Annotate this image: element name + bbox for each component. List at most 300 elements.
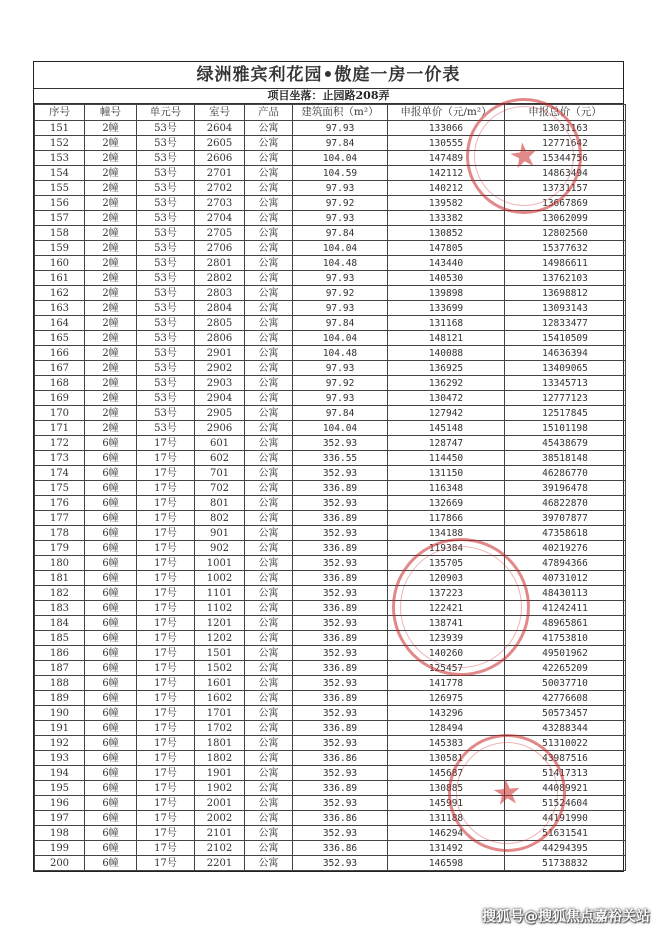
- cell-room: 2903: [195, 376, 245, 391]
- cell-area: 97.93: [293, 271, 388, 286]
- cell-area: 352.93: [293, 436, 388, 451]
- cell-room: 2706: [195, 241, 245, 256]
- cell-building: 6幢: [85, 751, 137, 766]
- cell-unit-price: 143296: [388, 706, 505, 721]
- cell-total-price: 38518148: [505, 451, 626, 466]
- cell-unit: 53号: [137, 286, 195, 301]
- table-row: [35, 391, 626, 406]
- cell-unit: 53号: [137, 196, 195, 211]
- cell-area: 97.93: [293, 121, 388, 136]
- cell-room: 2802: [195, 271, 245, 286]
- cell-product: 公寓: [245, 571, 293, 586]
- cell-serial: 196: [35, 796, 85, 811]
- cell-serial: 158: [35, 226, 85, 241]
- cell-product: 公寓: [245, 316, 293, 331]
- cell-serial: 181: [35, 571, 85, 586]
- cell-building: 2幢: [85, 391, 137, 406]
- table-row: [35, 631, 626, 646]
- cell-total-price: 46822870: [505, 496, 626, 511]
- cell-area: 97.84: [293, 226, 388, 241]
- cell-building: 6幢: [85, 796, 137, 811]
- cell-product: 公寓: [245, 811, 293, 826]
- table-row: [35, 856, 626, 871]
- cell-area: 336.89: [293, 601, 388, 616]
- cell-unit: 17号: [137, 796, 195, 811]
- cell-area: 336.55: [293, 451, 388, 466]
- cell-total-price: 48965861: [505, 616, 626, 631]
- cell-serial: 171: [35, 421, 85, 436]
- cell-product: 公寓: [245, 781, 293, 796]
- cell-room: 1101: [195, 586, 245, 601]
- cell-unit: 17号: [137, 511, 195, 526]
- header-building: 幢号: [85, 105, 137, 121]
- cell-room: 2702: [195, 181, 245, 196]
- cell-area: 352.93: [293, 616, 388, 631]
- cell-product: 公寓: [245, 451, 293, 466]
- cell-total-price: 39707877: [505, 511, 626, 526]
- cell-serial: 154: [35, 166, 85, 181]
- cell-unit-price: 140530: [388, 271, 505, 286]
- cell-serial: 193: [35, 751, 85, 766]
- cell-building: 6幢: [85, 856, 137, 871]
- cell-building: 6幢: [85, 721, 137, 736]
- cell-total-price: 12802560: [505, 226, 626, 241]
- cell-total-price: 41242411: [505, 601, 626, 616]
- cell-total-price: 12517845: [505, 406, 626, 421]
- price-list-sheet: [33, 61, 624, 872]
- cell-area: 97.93: [293, 301, 388, 316]
- cell-product: 公寓: [245, 121, 293, 136]
- table-row: [35, 601, 626, 616]
- table-row: [35, 271, 626, 286]
- cell-total-price: 48430113: [505, 586, 626, 601]
- cell-building: 6幢: [85, 841, 137, 856]
- cell-building: 2幢: [85, 316, 137, 331]
- cell-unit: 17号: [137, 466, 195, 481]
- header-serial: 序号: [35, 105, 85, 121]
- cell-total-price: 47358618: [505, 526, 626, 541]
- cell-building: 6幢: [85, 811, 137, 826]
- table-row: [35, 781, 626, 796]
- table-row: [35, 136, 626, 151]
- cell-unit-price: 134188: [388, 526, 505, 541]
- table-row: [35, 811, 626, 826]
- table-row: [35, 751, 626, 766]
- cell-building: 6幢: [85, 646, 137, 661]
- cell-unit: 17号: [137, 526, 195, 541]
- cell-unit: 17号: [137, 496, 195, 511]
- cell-unit: 17号: [137, 691, 195, 706]
- cell-unit-price: 126975: [388, 691, 505, 706]
- cell-total-price: 43288344: [505, 721, 626, 736]
- cell-building: 2幢: [85, 226, 137, 241]
- cell-unit-price: 130581: [388, 751, 505, 766]
- cell-building: 2幢: [85, 196, 137, 211]
- cell-serial: 168: [35, 376, 85, 391]
- cell-product: 公寓: [245, 196, 293, 211]
- table-row: [35, 676, 626, 691]
- header-unit: 单元号: [137, 105, 195, 121]
- cell-building: 2幢: [85, 181, 137, 196]
- cell-total-price: 12777123: [505, 391, 626, 406]
- cell-total-price: 50037710: [505, 676, 626, 691]
- cell-unit-price: 116348: [388, 481, 505, 496]
- cell-total-price: 13409065: [505, 361, 626, 376]
- table-row: [35, 661, 626, 676]
- cell-serial: 178: [35, 526, 85, 541]
- cell-room: 2704: [195, 211, 245, 226]
- cell-unit-price: 130852: [388, 226, 505, 241]
- cell-total-price: 13762103: [505, 271, 626, 286]
- cell-total-price: 51738832: [505, 856, 626, 871]
- cell-area: 104.48: [293, 346, 388, 361]
- cell-area: 336.89: [293, 631, 388, 646]
- table-row: [35, 346, 626, 361]
- header-total-price: 申报总价（元）: [505, 105, 626, 121]
- cell-product: 公寓: [245, 226, 293, 241]
- cell-unit-price: 133699: [388, 301, 505, 316]
- table-row: [35, 796, 626, 811]
- cell-unit: 53号: [137, 391, 195, 406]
- cell-area: 352.93: [293, 646, 388, 661]
- cell-unit: 17号: [137, 436, 195, 451]
- cell-room: 601: [195, 436, 245, 451]
- cell-unit: 53号: [137, 421, 195, 436]
- cell-unit-price: 142112: [388, 166, 505, 181]
- cell-unit-price: 114450: [388, 451, 505, 466]
- cell-total-price: 13345713: [505, 376, 626, 391]
- cell-area: 352.93: [293, 556, 388, 571]
- table-row: [35, 241, 626, 256]
- source-watermark: 搜狐号@搜狐焦点嘉裕关站: [482, 909, 650, 925]
- cell-total-price: 15377632: [505, 241, 626, 256]
- cell-room: 2001: [195, 796, 245, 811]
- table-row: [35, 316, 626, 331]
- cell-building: 2幢: [85, 361, 137, 376]
- cell-product: 公寓: [245, 211, 293, 226]
- cell-building: 2幢: [85, 286, 137, 301]
- table-row: [35, 721, 626, 736]
- cell-building: 2幢: [85, 376, 137, 391]
- cell-unit: 17号: [137, 766, 195, 781]
- cell-unit-price: 138741: [388, 616, 505, 631]
- company-seal-stamp: ★: [458, 90, 589, 221]
- cell-room: 701: [195, 466, 245, 481]
- price-table: [34, 104, 626, 871]
- cell-room: 2801: [195, 256, 245, 271]
- cell-total-price: 40731012: [505, 571, 626, 586]
- cell-building: 6幢: [85, 736, 137, 751]
- cell-area: 336.89: [293, 721, 388, 736]
- cell-total-price: 51310022: [505, 736, 626, 751]
- cell-room: 1501: [195, 646, 245, 661]
- cell-building: 6幢: [85, 586, 137, 601]
- table-row: [35, 226, 626, 241]
- cell-total-price: 44191990: [505, 811, 626, 826]
- cell-serial: 182: [35, 586, 85, 601]
- cell-product: 公寓: [245, 136, 293, 151]
- company-seal-stamp: ★: [443, 729, 571, 857]
- cell-serial: 155: [35, 181, 85, 196]
- cell-unit: 53号: [137, 241, 195, 256]
- document-title: 绿洲雅宾利花园•傲庭一房一价表: [34, 62, 623, 89]
- table-row: [35, 361, 626, 376]
- cell-unit: 53号: [137, 301, 195, 316]
- cell-unit: 17号: [137, 586, 195, 601]
- cell-product: 公寓: [245, 421, 293, 436]
- table-row: [35, 286, 626, 301]
- cell-building: 2幢: [85, 241, 137, 256]
- cell-total-price: 51631541: [505, 826, 626, 841]
- cell-total-price: 13062099: [505, 211, 626, 226]
- cell-serial: 175: [35, 481, 85, 496]
- cell-product: 公寓: [245, 511, 293, 526]
- cell-unit-price: 135705: [388, 556, 505, 571]
- cell-unit: 17号: [137, 781, 195, 796]
- cell-product: 公寓: [245, 856, 293, 871]
- cell-unit: 17号: [137, 826, 195, 841]
- cell-area: 352.93: [293, 586, 388, 601]
- cell-total-price: 14636394: [505, 346, 626, 361]
- cell-building: 2幢: [85, 406, 137, 421]
- cell-product: 公寓: [245, 481, 293, 496]
- cell-unit: 53号: [137, 181, 195, 196]
- cell-area: 352.93: [293, 706, 388, 721]
- cell-area: 352.93: [293, 526, 388, 541]
- cell-room: 2803: [195, 286, 245, 301]
- cell-product: 公寓: [245, 661, 293, 676]
- cell-building: 6幢: [85, 691, 137, 706]
- cell-serial: 162: [35, 286, 85, 301]
- cell-building: 6幢: [85, 616, 137, 631]
- cell-total-price: 14863494: [505, 166, 626, 181]
- cell-building: 6幢: [85, 631, 137, 646]
- cell-unit-price: 140212: [388, 181, 505, 196]
- cell-unit: 53号: [137, 226, 195, 241]
- cell-building: 6幢: [85, 466, 137, 481]
- cell-serial: 184: [35, 616, 85, 631]
- cell-area: 97.93: [293, 181, 388, 196]
- cell-unit: 53号: [137, 406, 195, 421]
- cell-total-price: 40219276: [505, 541, 626, 556]
- cell-building: 6幢: [85, 676, 137, 691]
- table-row: [35, 421, 626, 436]
- header-area: 建筑面积（m²）: [293, 105, 388, 121]
- cell-room: 2904: [195, 391, 245, 406]
- cell-unit-price: 148121: [388, 331, 505, 346]
- cell-room: 2102: [195, 841, 245, 856]
- cell-total-price: 49501962: [505, 646, 626, 661]
- cell-room: 2705: [195, 226, 245, 241]
- cell-area: 97.84: [293, 406, 388, 421]
- table-row: [35, 646, 626, 661]
- cell-unit-price: 119384: [388, 541, 505, 556]
- cell-unit: 17号: [137, 631, 195, 646]
- cell-unit: 17号: [137, 451, 195, 466]
- cell-building: 2幢: [85, 166, 137, 181]
- cell-building: 6幢: [85, 571, 137, 586]
- table-row: [35, 841, 626, 856]
- cell-total-price: 15410509: [505, 331, 626, 346]
- cell-unit-price: 137223: [388, 586, 505, 601]
- cell-room: 1802: [195, 751, 245, 766]
- cell-unit-price: 145383: [388, 736, 505, 751]
- cell-unit: 17号: [137, 661, 195, 676]
- cell-product: 公寓: [245, 361, 293, 376]
- cell-area: 97.92: [293, 196, 388, 211]
- table-row: [35, 181, 626, 196]
- cell-unit-price: 133382: [388, 211, 505, 226]
- cell-unit-price: 130472: [388, 391, 505, 406]
- table-row: [35, 151, 626, 166]
- cell-building: 6幢: [85, 541, 137, 556]
- cell-area: 97.84: [293, 316, 388, 331]
- cell-product: 公寓: [245, 601, 293, 616]
- cell-building: 6幢: [85, 601, 137, 616]
- cell-unit: 17号: [137, 706, 195, 721]
- cell-unit-price: 143440: [388, 256, 505, 271]
- table-row: [35, 256, 626, 271]
- cell-total-price: 43987516: [505, 751, 626, 766]
- cell-room: 2901: [195, 346, 245, 361]
- cell-building: 2幢: [85, 301, 137, 316]
- cell-serial: 197: [35, 811, 85, 826]
- cell-building: 6幢: [85, 496, 137, 511]
- cell-serial: 156: [35, 196, 85, 211]
- cell-room: 1702: [195, 721, 245, 736]
- cell-unit-price: 147805: [388, 241, 505, 256]
- cell-unit: 17号: [137, 841, 195, 856]
- cell-area: 336.89: [293, 511, 388, 526]
- table-row: [35, 706, 626, 721]
- cell-serial: 160: [35, 256, 85, 271]
- cell-unit-price: 147489: [388, 151, 505, 166]
- table-row: [35, 511, 626, 526]
- cell-unit-price: 127942: [388, 406, 505, 421]
- table-row: [35, 211, 626, 226]
- cell-serial: 185: [35, 631, 85, 646]
- cell-product: 公寓: [245, 751, 293, 766]
- cell-serial: 151: [35, 121, 85, 136]
- cell-product: 公寓: [245, 496, 293, 511]
- cell-product: 公寓: [245, 541, 293, 556]
- cell-unit-price: 131168: [388, 316, 505, 331]
- cell-total-price: 13731157: [505, 181, 626, 196]
- cell-building: 2幢: [85, 256, 137, 271]
- cell-product: 公寓: [245, 766, 293, 781]
- cell-building: 6幢: [85, 511, 137, 526]
- cell-serial: 176: [35, 496, 85, 511]
- table-row: [35, 406, 626, 421]
- cell-area: 97.92: [293, 286, 388, 301]
- table-row: [35, 586, 626, 601]
- cell-serial: 152: [35, 136, 85, 151]
- cell-unit-price: 128494: [388, 721, 505, 736]
- cell-room: 1601: [195, 676, 245, 691]
- cell-serial: 200: [35, 856, 85, 871]
- cell-unit-price: 133066: [388, 121, 505, 136]
- cell-total-price: 42776608: [505, 691, 626, 706]
- cell-room: 1901: [195, 766, 245, 781]
- cell-unit-price: 130555: [388, 136, 505, 151]
- table-row: [35, 571, 626, 586]
- cell-room: 801: [195, 496, 245, 511]
- cell-total-price: 51524604: [505, 796, 626, 811]
- cell-building: 6幢: [85, 481, 137, 496]
- cell-total-price: 47894366: [505, 556, 626, 571]
- cell-unit-price: 128747: [388, 436, 505, 451]
- cell-building: 2幢: [85, 421, 137, 436]
- cell-product: 公寓: [245, 676, 293, 691]
- cell-product: 公寓: [245, 691, 293, 706]
- table-row: [35, 376, 626, 391]
- cell-building: 2幢: [85, 151, 137, 166]
- cell-serial: 161: [35, 271, 85, 286]
- table-row: [35, 691, 626, 706]
- table-row: [35, 526, 626, 541]
- cell-area: 104.04: [293, 151, 388, 166]
- cell-building: 2幢: [85, 211, 137, 226]
- cell-total-price: 13698812: [505, 286, 626, 301]
- table-row: [35, 736, 626, 751]
- cell-area: 104.04: [293, 421, 388, 436]
- cell-building: 2幢: [85, 346, 137, 361]
- cell-total-price: 13667869: [505, 196, 626, 211]
- cell-product: 公寓: [245, 526, 293, 541]
- table-row: [35, 301, 626, 316]
- cell-building: 6幢: [85, 556, 137, 571]
- table-row: [35, 826, 626, 841]
- cell-serial: 173: [35, 451, 85, 466]
- cell-unit-price: 145991: [388, 796, 505, 811]
- cell-area: 104.59: [293, 166, 388, 181]
- cell-product: 公寓: [245, 256, 293, 271]
- cell-product: 公寓: [245, 586, 293, 601]
- cell-unit-price: 139582: [388, 196, 505, 211]
- cell-area: 352.93: [293, 466, 388, 481]
- cell-room: 1902: [195, 781, 245, 796]
- cell-room: 901: [195, 526, 245, 541]
- cell-unit: 53号: [137, 166, 195, 181]
- cell-serial: 191: [35, 721, 85, 736]
- cell-unit-price: 131188: [388, 811, 505, 826]
- cell-product: 公寓: [245, 826, 293, 841]
- cell-room: 2101: [195, 826, 245, 841]
- cell-total-price: 50573457: [505, 706, 626, 721]
- cell-serial: 188: [35, 676, 85, 691]
- cell-total-price: 46286770: [505, 466, 626, 481]
- cell-serial: 192: [35, 736, 85, 751]
- cell-serial: 170: [35, 406, 85, 421]
- cell-unit: 17号: [137, 856, 195, 871]
- cell-serial: 195: [35, 781, 85, 796]
- cell-total-price: 14986611: [505, 256, 626, 271]
- cell-total-price: 42265209: [505, 661, 626, 676]
- cell-unit-price: 125457: [388, 661, 505, 676]
- cell-room: 1002: [195, 571, 245, 586]
- cell-product: 公寓: [245, 436, 293, 451]
- table-row: [35, 616, 626, 631]
- table-row: [35, 196, 626, 211]
- cell-total-price: 15101198: [505, 421, 626, 436]
- cell-unit: 17号: [137, 646, 195, 661]
- cell-unit-price: 130885: [388, 781, 505, 796]
- cell-total-price: 39196478: [505, 481, 626, 496]
- cell-total-price: 45438679: [505, 436, 626, 451]
- cell-total-price: 15344756: [505, 151, 626, 166]
- cell-unit: 17号: [137, 601, 195, 616]
- cell-unit-price: 140260: [388, 646, 505, 661]
